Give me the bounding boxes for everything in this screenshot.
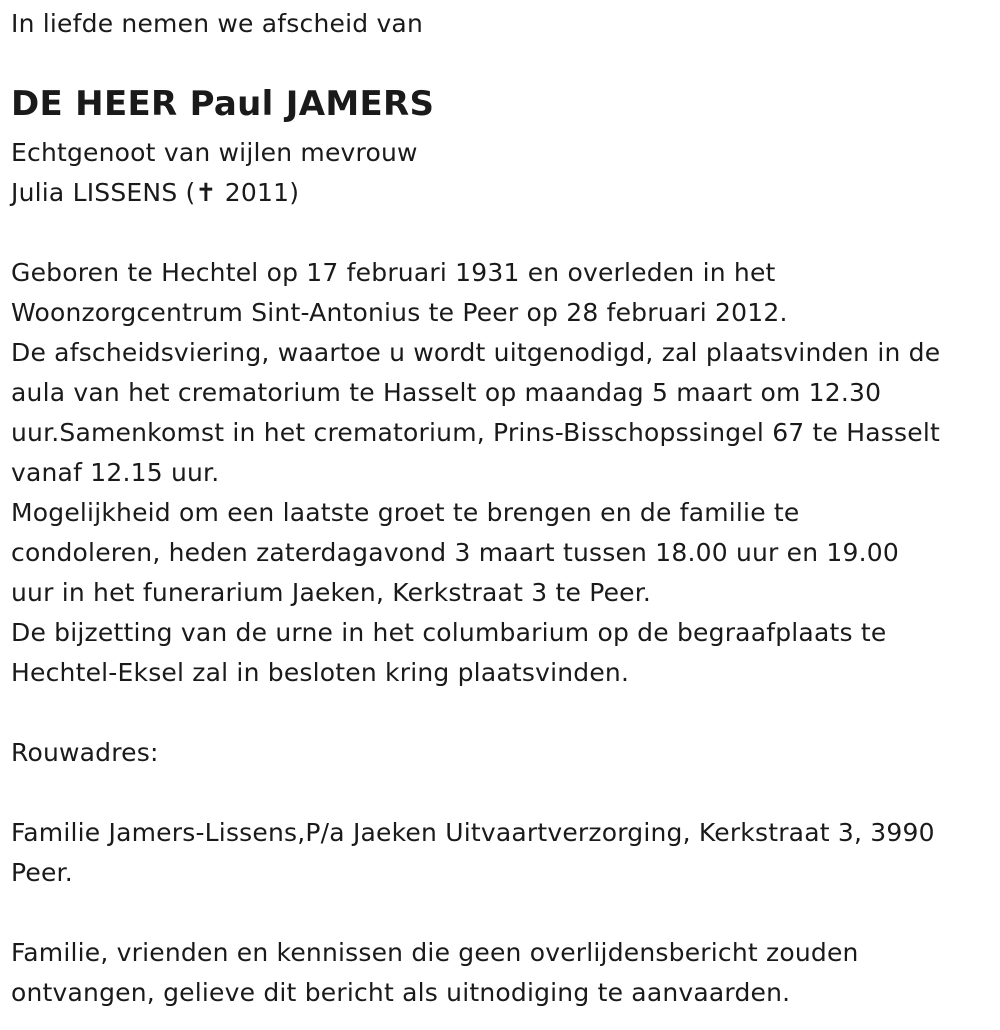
spouse-line-1: Echtgenoot van wijlen mevrouw bbox=[11, 138, 418, 167]
address-line: Familie Jamers-Lissens,P/a Jaeken Uitvaartverzorging, Kerkstraat 3, 3990 bbox=[11, 818, 935, 847]
body-line: condoleren, heden zaterdagavond 3 maart tussen 18.00 uur en 19.00 bbox=[11, 538, 899, 567]
closing-line: ontvangen, gelieve dit bericht als uitnodiging te aanvaarden. bbox=[11, 978, 791, 1007]
spouse-line-2: Julia LISSENS (✝ 2011) bbox=[11, 178, 300, 207]
body-line: aula van het crematorium te Hasselt op maandag 5 maart om 12.30 bbox=[11, 378, 882, 407]
body-line: De afscheidsviering, waartoe u wordt uitgenodigd, zal plaatsvinden in de bbox=[11, 338, 941, 367]
body-line: Mogelijkheid om een laatste groet te brengen en de familie te bbox=[11, 498, 800, 527]
closing-line: Familie, vrienden en kennissen die geen overlijdensbericht zouden bbox=[11, 938, 859, 967]
body-line: vanaf 12.15 uur. bbox=[11, 458, 220, 487]
body-line: Hechtel-Eksel zal in besloten kring plaatsvinden. bbox=[11, 658, 630, 687]
body-line: De bijzetting van de urne in het columbarium op de begraafplaats te bbox=[11, 618, 887, 647]
body-line: Geboren te Hechtel op 17 februari 1931 en overleden in het bbox=[11, 258, 776, 287]
intro-text: In liefde nemen we afscheid van bbox=[11, 9, 423, 38]
deceased-name: DE HEER Paul JAMERS bbox=[11, 84, 435, 124]
body-line: uur.Samenkomst in het crematorium, Prins-Bisschopssingel 67 te Hasselt bbox=[11, 418, 940, 447]
address-line: Peer. bbox=[11, 858, 73, 887]
address-label: Rouwadres: bbox=[11, 738, 159, 767]
body-line: uur in het funerarium Jaeken, Kerkstraat 3 te Peer. bbox=[11, 578, 652, 607]
body-line: Woonzorgcentrum Sint-Antonius te Peer op 28 februari 2012. bbox=[11, 298, 788, 327]
